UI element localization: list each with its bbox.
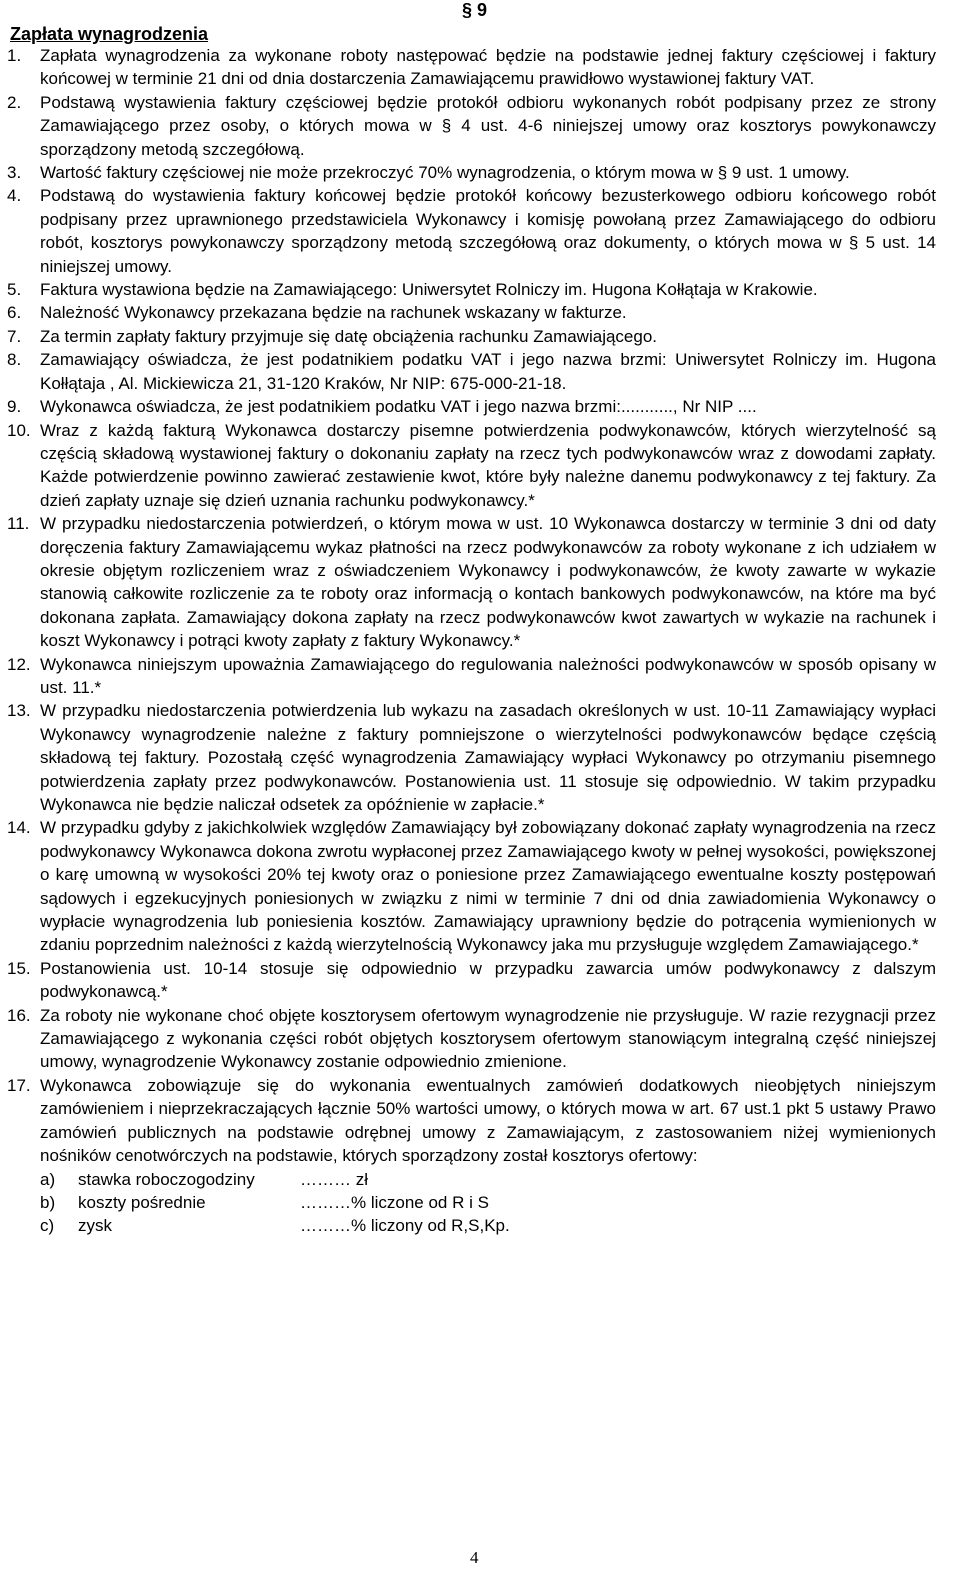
clause-item xyxy=(0,325,960,348)
page-number: 4 xyxy=(470,1548,479,1567)
clause-text: Postanowienia ust. 10-14 stosuje się odpowiednio w przypadku zawarcia umów podwykonawcy z dalszym podwykonawcą.* xyxy=(40,958,936,1002)
section-number: § 9 xyxy=(462,0,488,20)
clause-number: 13. xyxy=(7,701,31,721)
price-factor-item xyxy=(40,1191,936,1214)
clause-item xyxy=(0,419,960,513)
clause-number: 9. xyxy=(7,397,22,417)
clause-text: Wartość faktury częściowej nie może przekroczyć 70% wynagrodzenia, o którym mowa w § 9 ust. 1 umowy. xyxy=(40,163,850,183)
clause-item xyxy=(0,653,960,700)
price-factor-letter: a) xyxy=(40,1169,56,1189)
clause-number: 14. xyxy=(7,818,31,838)
clause-number: 4. xyxy=(7,186,22,206)
clause-item xyxy=(0,512,960,652)
clause-number: 10. xyxy=(7,420,31,440)
clause-item xyxy=(0,1004,960,1074)
clause-text: Podstawą wystawienia faktury częściowej będzie protokół odbioru wykonanych robót podpisany przez ze strony Zamawiającego przez osoby, o których mowa w § 4 ust. 4-6 niniejszej umowy oraz kosztorys powykonawczy sporządzony metodą szczegółową. xyxy=(40,92,936,159)
clause-text: Wraz z każdą fakturą Wykonawca dostarczy pisemne potwierdzenia podwykonawców, których wierzytelność są częścią składową wystawionej faktury o dokonaniu zapłaty na rzecz tych podwykonawców wraz z dowodami zapłaty. Każde potwierdzenie powinno zawierać zestawienie kwot, które były należne danemu podwykonawcy z tej faktury. Za dzień zapłaty uznaje się dzień uznania rachunku podwykonawcy.* xyxy=(40,420,936,510)
price-factor-item xyxy=(40,1168,936,1191)
clause-text: Zapłata wynagrodzenia za wykonane roboty następować będzie na podstawie jednej faktury częściowej i faktury końcowej w terminie 21 dni od dnia dostarczenia Zamawiającemu prawidłowo wystawionej faktury VAT. xyxy=(40,46,936,89)
clause-item xyxy=(0,1074,960,1238)
clause-text: Za termin zapłaty faktury przyjmuje się datę obciążenia rachunku Zamawiającego. xyxy=(40,326,658,346)
clause-body xyxy=(40,1074,948,1238)
clause-item xyxy=(0,301,960,324)
clause-number: 8. xyxy=(7,350,22,370)
price-factor-list xyxy=(40,1168,936,1238)
price-factor-item xyxy=(40,1214,936,1237)
clause-item xyxy=(0,395,960,418)
price-factor-value: ……… zł xyxy=(300,1169,368,1189)
clause-number: 1. xyxy=(7,46,22,65)
price-factor-label: koszty pośrednie xyxy=(78,1192,206,1212)
clause-text: Wykonawca zobowiązuje się do wykonania ewentualnych zamówień dodatkowych nieobjętych niniejszym zamówieniem i nieprzekraczających łącznie 50% wartości umowy, o których mowa w art. 67 ust.1 pkt 5 ustawy Prawo zamówień publicznych na podstawie odrębnej umowy z Zamawiającym, z zastosowaniem niżej wymienionych nośników cenotwórczych na podstawie, których sporządzony został kosztorys ofertowy: xyxy=(40,1075,936,1166)
section-title xyxy=(10,24,208,45)
clause-number: 15. xyxy=(7,958,31,978)
clause-text: Należność Wykonawcy przekazana będzie na rachunek wskazany w fakturze. xyxy=(40,303,627,323)
clause-item xyxy=(0,44,960,91)
price-factor-letter: b) xyxy=(40,1192,56,1212)
clause-item xyxy=(0,184,960,278)
clause-list xyxy=(0,44,960,1238)
clause-number: 17. xyxy=(7,1075,31,1095)
clause-item xyxy=(0,161,960,184)
clause-text: Podstawą do wystawienia faktury końcowej będzie protokół końcowy bezusterkowego odbioru końcowego robót podpisany przez uprawnionego przedstawiciela Wykonawcy i komisję powołaną przez Zamawiającego do odbioru robót, kosztorys powykonawczy sporządzony metodą szczegółową oraz dokumenty, o których mowa w § 5 ust. 14 niniejszej umowy. xyxy=(40,186,936,276)
clause-number: 6. xyxy=(7,303,22,323)
clause-number: 3. xyxy=(7,163,22,183)
clause-number: 12. xyxy=(7,654,31,674)
clause-text: Wykonawca niniejszym upoważnia Zamawiającego do regulowania należności podwykonawców w sposób opisany w ust. 11.* xyxy=(40,654,936,697)
section-title-text: Zapłata wynagrodzenia xyxy=(10,24,209,44)
clause-item xyxy=(0,348,960,395)
price-factor-letter: c) xyxy=(40,1216,55,1236)
clause-text: W przypadku niedostarczenia potwierdzenia lub wykazu na zasadach określonych w ust. 10-11 Zamawiający wypłaci Wykonawcy wynagrodzenie należne z faktury pomniejszone o wierzytelności podwykonawców będące częścią składową tej faktury. Pozostałą część wynagrodzenia Zamawiający wypłaci Wykonawcy po otrzymaniu pisemnego potwierdzenia zapłaty przez podwykonawców. Postanowienia ust. 11 stosuje się odpowiednio. W takim przypadku Wykonawca nie będzie naliczał odsetek za opóźnienie w zapłacie.* xyxy=(40,701,936,814)
clause-text: W przypadku gdyby z jakichkolwiek względów Zamawiający był zobowiązany dokonać zapłaty wynagrodzenia na rzecz podwykonawcy Wykonawca dokona zwrotu wypłaconej przez Zamawiającego kwoty w pełnej wysokości, powiększonej o karę umowną w wysokości 20% tej kwoty oraz o poniesione przez Zamawiającego ewentualne koszty postępowań sądowych i egzekucyjnych poniesionych w związku z nimi w terminie 7 dni od dnia zawiadomienia Wykonawcy o wypłacie wynagrodzenia lub poniesienia kosztów. Zamawiający uprawniony będzie do potrącenia wymienionych w zdaniu poprzednim należności z każdą wierzytelnością Wykonawcy jaka mu przysługuje względem Zamawiającego.* xyxy=(40,818,936,955)
clause-item xyxy=(0,699,960,816)
clause-number: 11. xyxy=(7,514,30,534)
clause-number: 5. xyxy=(7,280,22,300)
clause-number: 2. xyxy=(7,92,22,112)
clause-text: W przypadku niedostarczenia potwierdzeń, o którym mowa w ust. 10 Wykonawca dostarczy w terminie 3 dni od daty doręczenia faktury Zamawiającemu wykaz płatności na rzecz podwykonawców za roboty wykonane z ich udziałem w okresie objętym rozliczeniem wraz z oświadczeniem Wykonawcy i podwykonawców, że kwoty zawarte w wykazie stanowią całkowite rozliczenie za te roboty oraz informacją o kontach bankowych podwykonawców, na które ma być dokonana zapłata. Zamawiający dokona zapłaty na rzecz podwykonawców kwot zawartych w wykazie na rachunek i koszt Wykonawcy i potrąci kwoty zapłaty z faktury Wykonawcy.* xyxy=(40,514,936,651)
price-factor-label: stawka roboczogodziny xyxy=(78,1169,255,1189)
clause-text: Faktura wystawiona będzie na Zamawiającego: Uniwersytet Rolniczy im. Hugona Kołłątaja w Krakowie. xyxy=(40,280,818,300)
clause-item xyxy=(0,278,960,301)
clause-text: Wykonawca oświadcza, że jest podatnikiem podatku VAT i jego nazwa brzmi:..........., Nr NIP .... xyxy=(40,397,757,417)
price-factor-value: ………% liczone od R i S xyxy=(300,1192,489,1212)
clause-item xyxy=(0,816,960,956)
clause-number: 16. xyxy=(7,1005,31,1025)
price-factor-value: ………% liczony od R,S,Kp. xyxy=(300,1216,510,1236)
clause-number: 7. xyxy=(7,326,22,346)
clause-item xyxy=(0,957,960,1004)
clause-text: Zamawiający oświadcza, że jest podatnikiem podatku VAT i jego nazwa brzmi: Uniwersytet Rolniczy im. Hugona Kołłątaja , Al. Mickiewicza 21, 31-120 Kraków, Nr NIP: 675-000-21-18. xyxy=(40,350,936,393)
price-factor-label: zysk xyxy=(78,1216,112,1236)
clause-item xyxy=(0,91,960,161)
clause-text: Za roboty nie wykonane choć objęte kosztorysem ofertowym wynagrodzenie nie przysługuje. W razie rezygnacji przez Zamawiającego z wykonania części robót objętych kosztorysem ofertowym stanowiącym integralną część niniejszej umowy, wynagrodzenie Wykonawcy zostanie odpowiednio zmienione. xyxy=(40,1005,936,1072)
